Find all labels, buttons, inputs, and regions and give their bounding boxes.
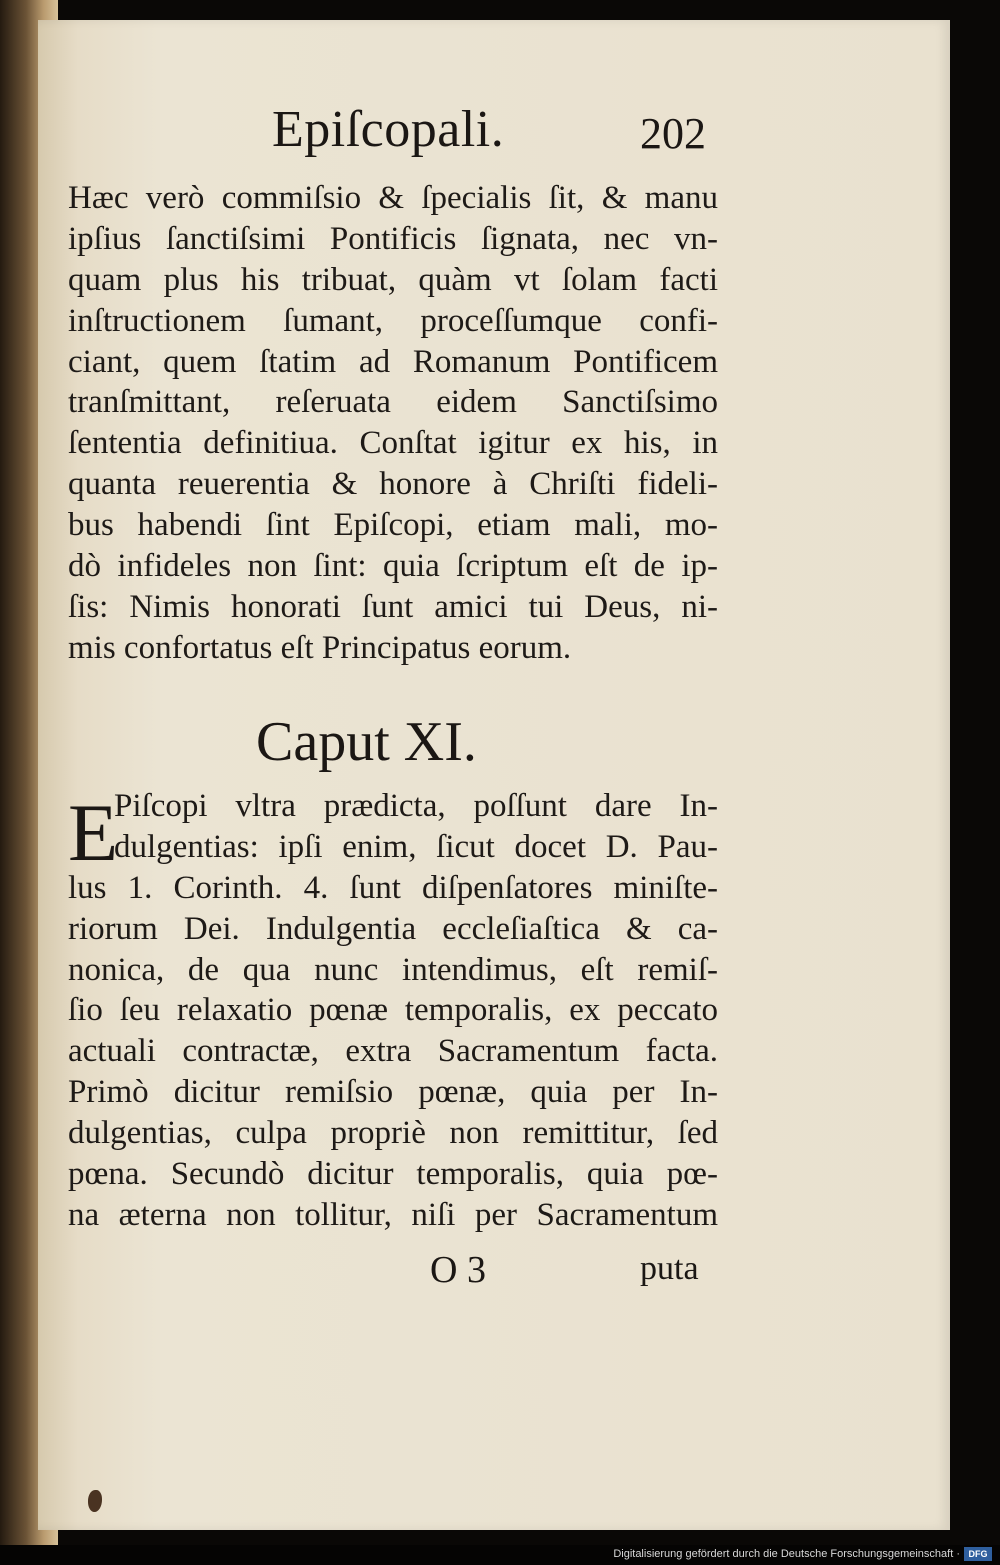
text-line: mis confortatus eſt Principatus eorum. [68,629,572,666]
text-line: ipſius ſanctiſsimi Pontificis ſignata, nec vn- [68,220,718,257]
text-line: ſio ſeu relaxatio pœnæ temporalis, ex peccato [68,992,718,1029]
text-line: Hæc verò commiſsio & ſpecialis ſit, & manu [68,180,718,216]
paragraph-2 [68,786,718,1236]
text-line: dò infideles non ſint: quia ſcriptum eſt de ip- [68,548,718,585]
text-line: dulgentias: ipſi enim, ſicut docet D. Pau- [114,828,718,865]
text-line: Primò dicitur remiſsio pœnæ, quia per In- [68,1074,718,1111]
text-line: actuali contractæ, extra Sacramentum facta. [68,1033,718,1070]
catchword: puta [640,1250,699,1287]
text-line: ſis: Nimis honorati ſunt amici tui Deus, ni- [68,588,718,625]
chapter-title: Caput XI. [256,711,477,773]
paragraph-1 [68,178,718,669]
text-line: tranſmittant, reſeruata eidem Sanctiſsimo [68,384,718,421]
text-line: pœna. Secundò dicitur temporalis, quia pœ- [68,1156,718,1193]
drop-cap: E [68,787,119,878]
text-line: quanta reuerentia & honore à Chriſti fideli- [68,466,718,503]
page-number: 202 [640,109,706,158]
running-title: Epiſcopali. [272,101,505,158]
text-line: ciant, quem ſtatim ad Romanum Pontificem [68,343,718,380]
dfg-logo: DFG [964,1547,992,1561]
text-line: quam plus his tribuat, quàm vt ſolam facti [68,261,718,298]
text-line: na æterna non tollitur, niſi per Sacramentum [68,1196,718,1233]
signature-mark: O 3 [430,1249,486,1291]
text-line: nonica, de qua nunc intendimus, eſt remiſ- [68,951,718,988]
text-line: Piſcopi vltra prædicta, poſſunt dare In- [114,788,718,824]
digitization-credit: Digitalisierung gefördert durch die Deutsche Forschungsgemeinschaft · [613,1548,960,1560]
text-line: dulgentias, culpa propriè non remittitur, ſed [68,1115,718,1152]
text-line: inſtructionem ſumant, proceſſumque confi- [68,302,718,339]
text-line: riorum Dei. Indulgentia eccleſiaſtica & ca- [68,910,718,947]
text-line: bus habendi ſint Epiſcopi, etiam mali, mo- [68,507,718,544]
text-line: lus 1. Corinth. 4. ſunt diſpenſatores miniſte- [68,869,718,906]
text-line: ſententia definitiua. Conſtat igitur ex his, in [68,425,718,462]
